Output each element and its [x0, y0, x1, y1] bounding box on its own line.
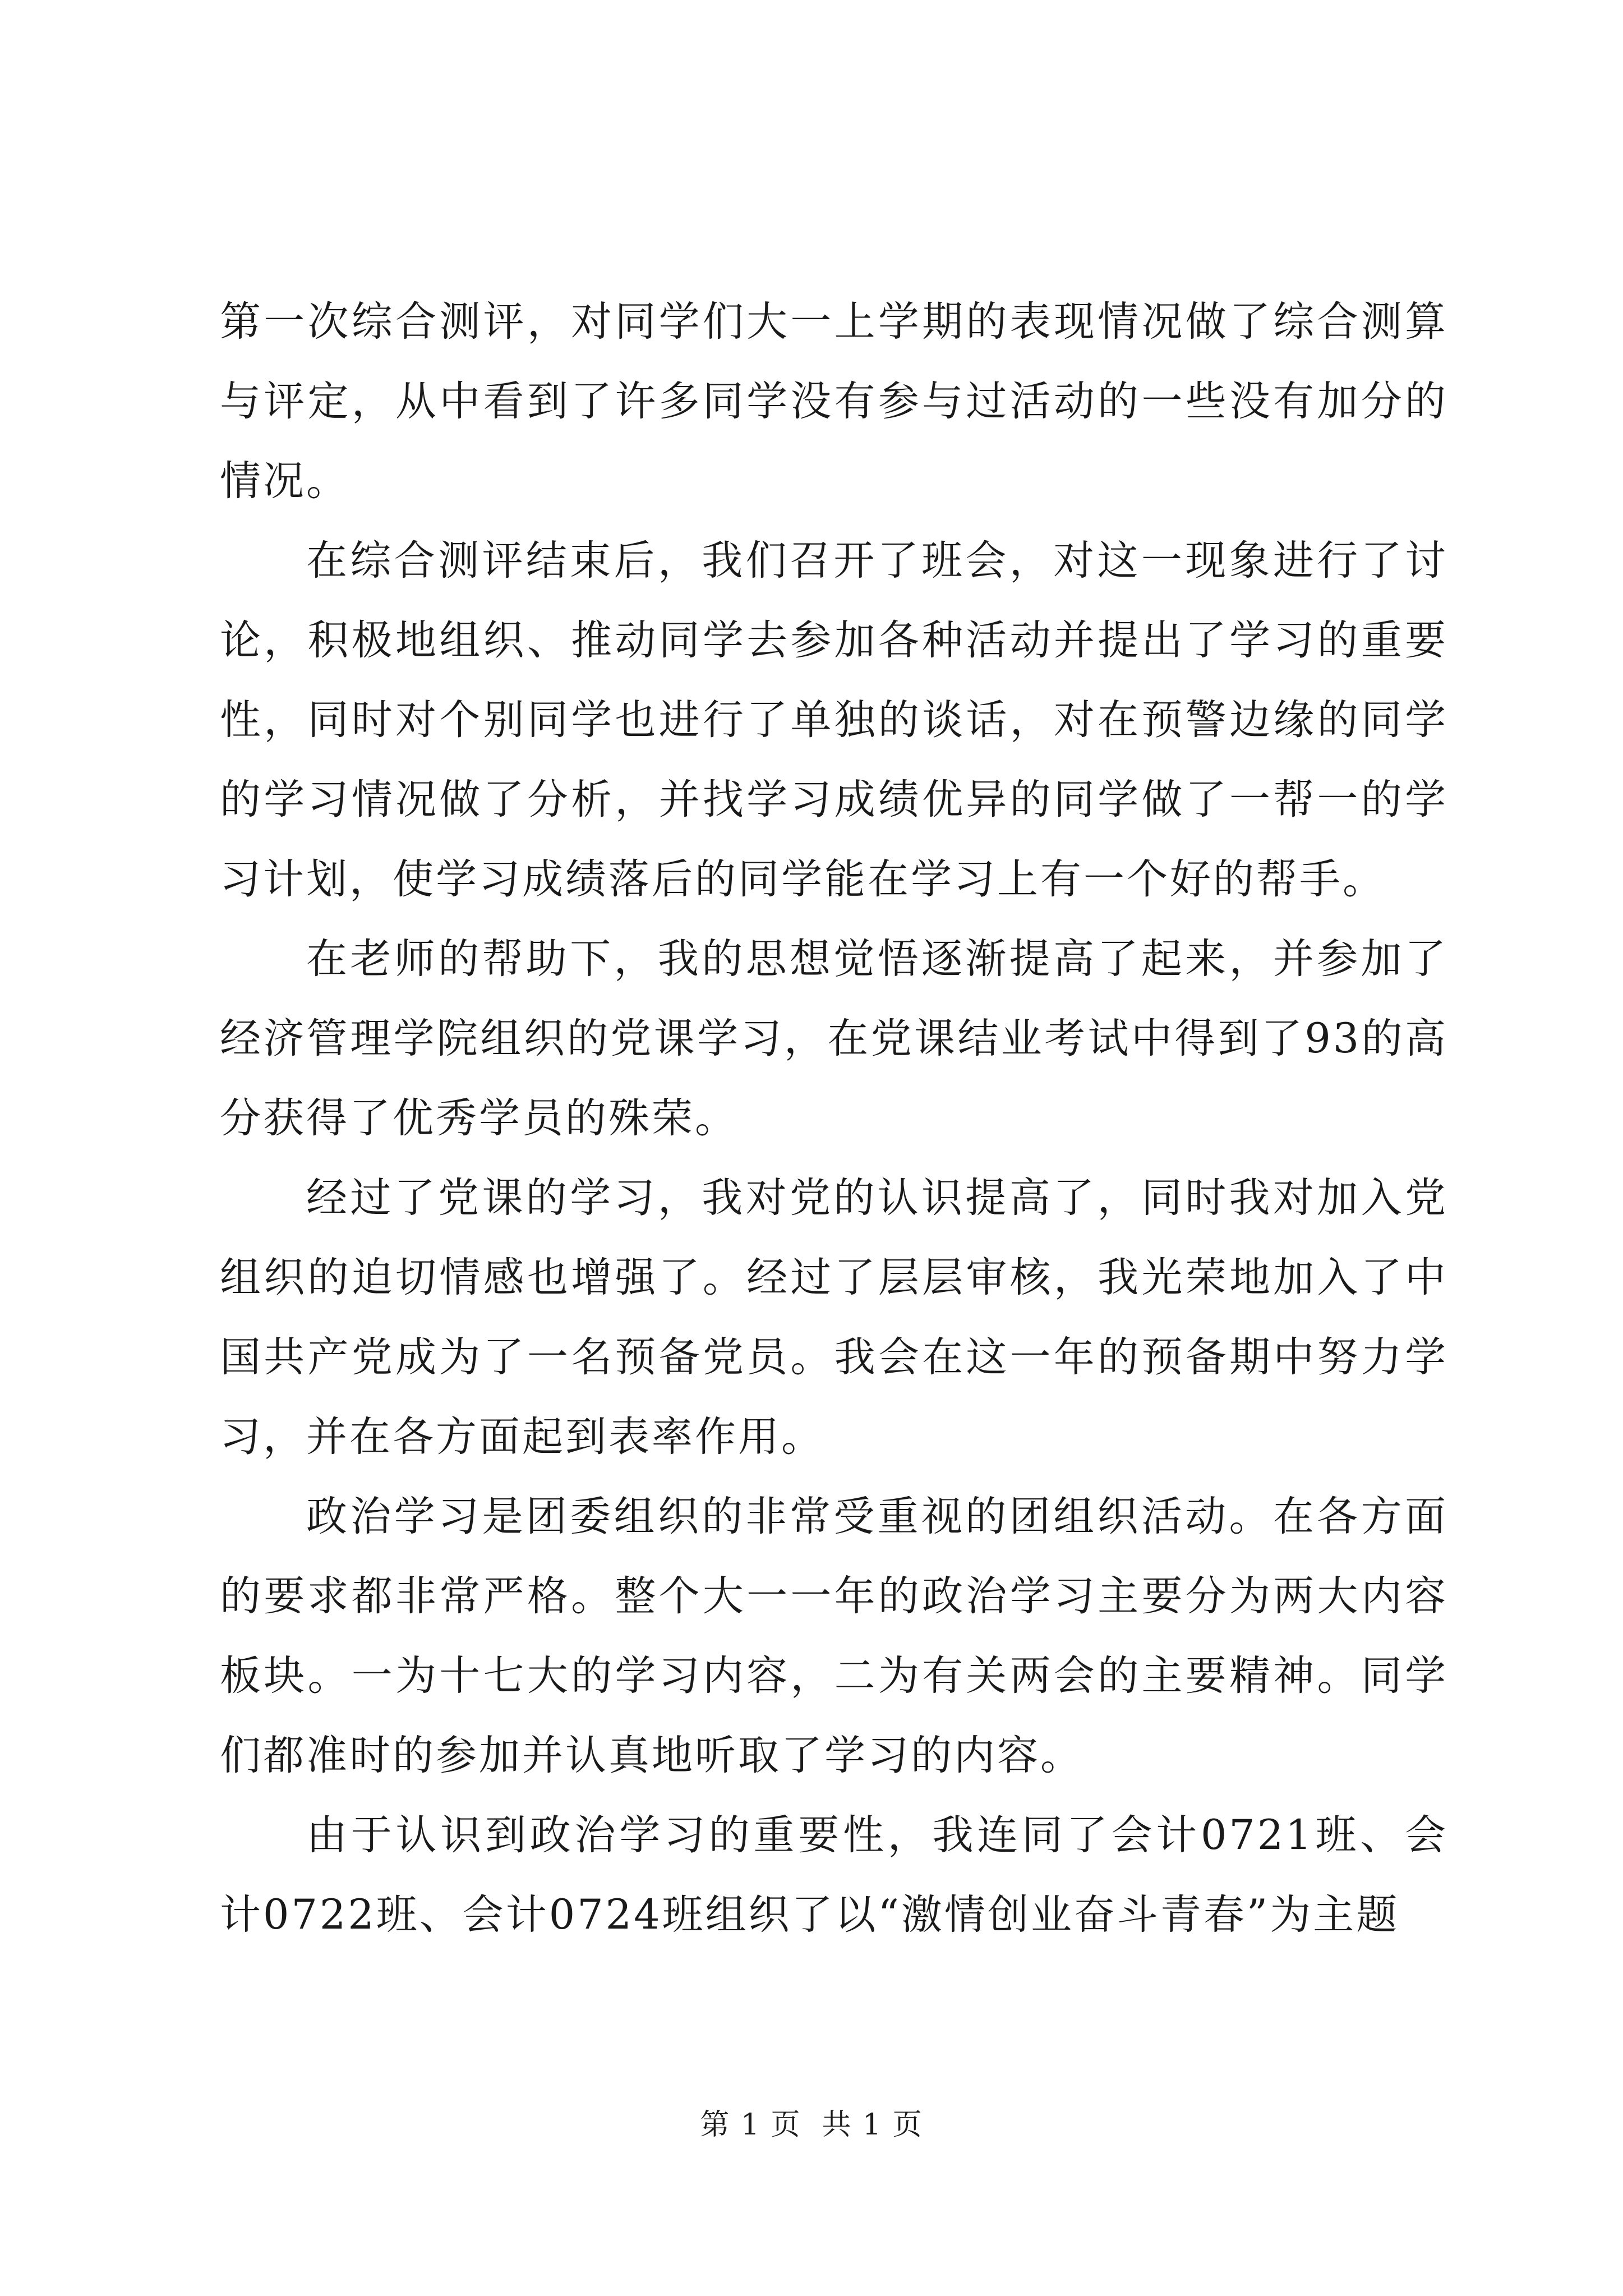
paragraph-5: 政治学习是团委组织的非常受重视的团组织活动。在各方面的要求都非常严格。整个大一一年的政治学习主要分为两大内容板块。一为十七大的学习内容，二为有关两会的主要精神。同学们都准时的参加并认真地听取了学习的内容。: [220, 1493, 1448, 1779]
page-number-label: 第 1 页 共 1 页: [700, 2108, 923, 2142]
paragraph-2: 在综合测评结束后，我们召开了班会，对这一现象进行了讨论，积极地组织、推动同学去参加各种活动并提出了学习的重要性，同时对个别同学也进行了单独的谈话，对在预警边缘的同学的学习情况做了分析，并找学习成绩优异的同学做了一帮一的学习计划，使学习成绩落后的同学能在学习上有一个好的帮手。: [220, 537, 1448, 903]
paragraph-3: 在老师的帮助下，我的思想觉悟逐渐提高了起来，并参加了经济管理学院组织的党课学习，在党课结业考试中得到了93的高分获得了优秀学员的殊荣。: [220, 935, 1448, 1142]
paragraph-1: 第一次综合测评，对同学们大一上学期的表现情况做了综合测算与评定，从中看到了许多同学没有参与过活动的一些没有加分的情况。: [220, 298, 1448, 505]
page-footer: [0, 2101, 1623, 2143]
document-body: [220, 282, 1448, 1955]
paragraph-6: 由于认识到政治学习的重要性，我连同了会计0721班、会计0722班、会计0724班组织了以“激情创业奋斗青春”为主题: [220, 1811, 1448, 1939]
paragraph-4: 经过了党课的学习，我对党的认识提高了，同时我对加入党组织的迫切情感也增强了。经过了层层审核，我光荣地加入了中国共产党成为了一名预备党员。我会在这一年的预备期中努力学习，并在各方面起到表率作用。: [220, 1174, 1448, 1461]
